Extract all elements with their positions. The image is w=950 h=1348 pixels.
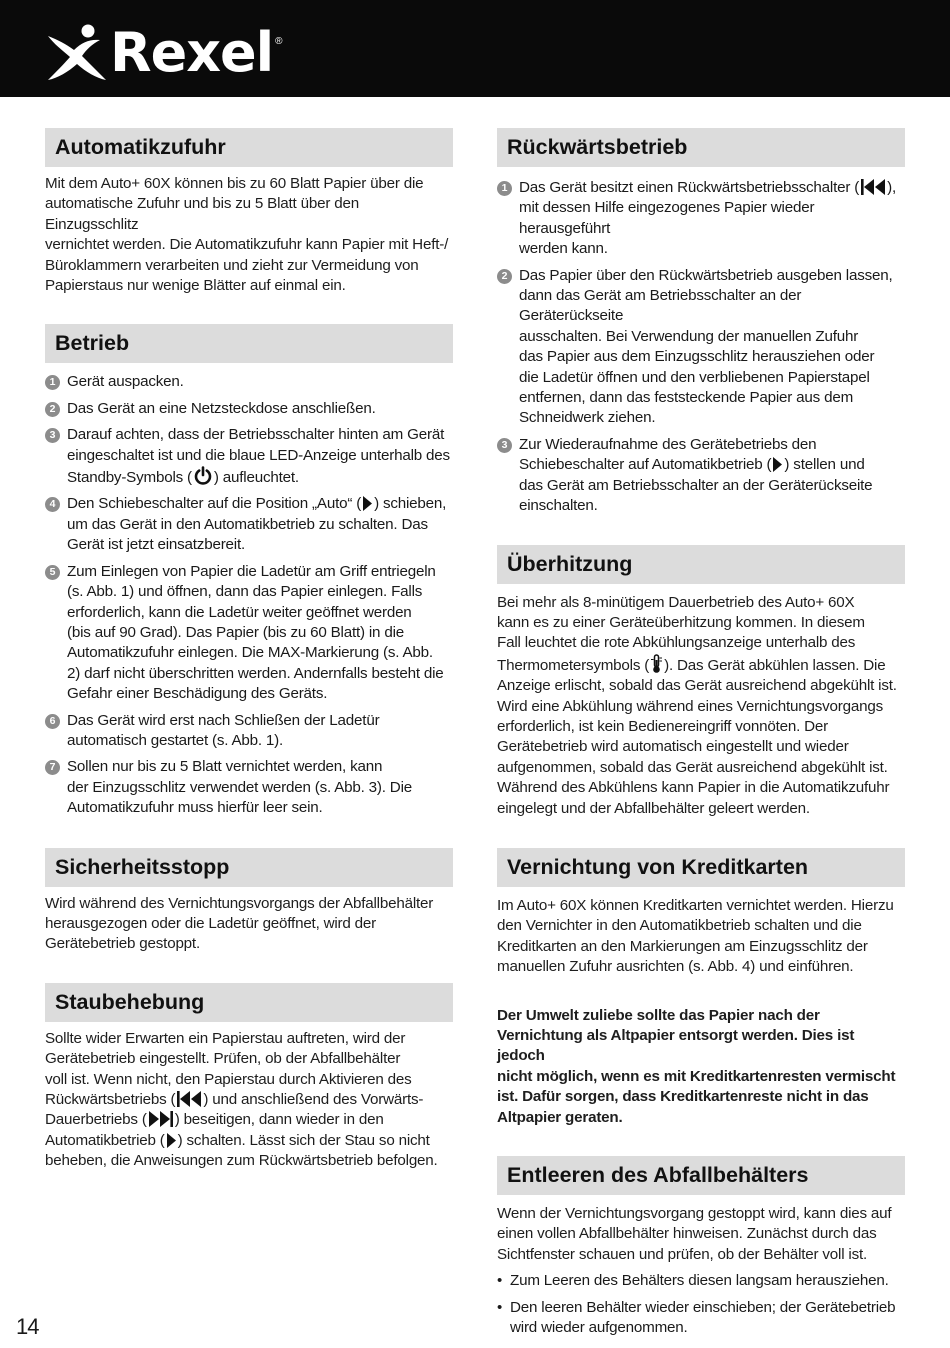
step-7: [45, 757, 453, 818]
section-staubehebung: [45, 983, 453, 1172]
paragraph-line: Mit dem Auto+ 60X können bis zu 60 Blatt Papier über die: [45, 175, 424, 192]
step-text: Das Gerät an eine Netzsteckdose anschließen.: [67, 399, 376, 417]
section-ueberhitzung: [497, 545, 905, 819]
step-3: [45, 425, 453, 488]
step-text: Sollen nur bis zu 5 Blatt vernichtet werden, kann: [67, 758, 383, 776]
paragraph-line: Papierstaus nur wenige Blätter auf einmal ein.: [45, 277, 346, 295]
play-icon: [772, 456, 783, 473]
text-fragment: Schiebeschalter auf Automatikbetrieb (: [519, 456, 772, 474]
paragraph-line: Büroklammern verarbeiten und zieht zur Vermeidung von: [45, 256, 419, 274]
play-icon: [362, 495, 373, 512]
section-heading: Entleeren des Abfallbehälters: [497, 1156, 905, 1195]
rexel-figure-icon: [44, 22, 110, 84]
bullet-text: wird wieder aufgenommen.: [510, 1319, 688, 1337]
left-column: [45, 128, 453, 1172]
section-automatikzufuhr: [45, 128, 453, 296]
paragraph-line: Im Auto+ 60X können Kreditkarten vernichtet werden. Hierzu: [497, 896, 894, 914]
paragraph-line: Fall leuchtet die rote Abkühlungsanzeige unterhalb des: [497, 634, 856, 652]
paragraph-line: manuellen Zufuhr ausrichten (s. Abb. 4) und einführen.: [497, 958, 854, 976]
registered-mark: ®: [275, 36, 283, 47]
play-icon: [166, 1132, 177, 1149]
step-number: 2: [497, 269, 512, 284]
rewind-icon: [860, 178, 886, 196]
text-fragment: ) und anschließend des Vorwärts-: [203, 1091, 424, 1108]
step-number: 6: [45, 714, 60, 729]
rexel-logo: [44, 22, 283, 84]
step-text: Automatikzufuhr einlegen. Die MAX-Markierung (s. Abb.: [67, 644, 433, 662]
step-text: Darauf achten, dass der Betriebsschalter hinten am Gerät: [67, 426, 445, 444]
text-fragment: ),: [887, 179, 896, 196]
brand-name: Rexel: [110, 21, 274, 84]
step-text-with-icon: [519, 455, 905, 475]
step-text: die Ladetür öffnen und den verbliebenen Papierstapel: [519, 368, 870, 386]
step-number: 1: [497, 181, 512, 196]
section-entleeren: [497, 1156, 905, 1338]
header-bar: [0, 0, 950, 97]
step-text-with-icon: [67, 466, 453, 488]
section-heading: Automatikzufuhr: [45, 128, 453, 167]
paragraph-line: Gerätebetrieb wird automatisch eingestellt und wieder: [497, 738, 849, 756]
text-fragment: Standby-Symbols (: [67, 469, 192, 487]
paragraph-line: Anzeige erlischt, sobald das Gerät ausreichend abgekühlt ist.: [497, 677, 897, 695]
step-text: das Papier aus dem Einzugsschlitz herausziehen oder: [519, 348, 875, 366]
step-number: 4: [45, 497, 60, 512]
paragraph-line: Bei mehr als 8-minütigem Dauerbetrieb des Auto+ 60X: [497, 593, 855, 611]
text-fragment: Rückwärtsbetriebs (: [45, 1091, 176, 1108]
text-fragment: Automatikbetrieb (: [45, 1131, 165, 1149]
step-text: Gerät auspacken.: [67, 373, 184, 391]
environment-note: [497, 1006, 905, 1128]
step-text: Gerät ist jetzt einsatzbereit.: [67, 536, 246, 554]
text-fragment: ). Das Gerät abkühlen lassen. Die: [664, 656, 886, 674]
paragraph-line-with-icon: [45, 1090, 453, 1110]
text-fragment: Thermometersymbols (: [497, 656, 650, 674]
paragraph-line: Sichtfenster schauen und prüfen, ob der Behälter voll ist.: [497, 1245, 868, 1263]
section-heading: Betrieb: [45, 324, 453, 363]
paragraph-line: Altpapier geraten.: [497, 1108, 623, 1126]
step-text: 2) darf nicht überschritten werden. Andernfalls besteht die: [67, 664, 444, 682]
paragraph-line: Gerätebetrieb eingestellt. Prüfen, ob der Abfallbehälter: [45, 1050, 401, 1068]
text-fragment: Das Gerät besitzt einen Rückwärtsbetriebsschalter (: [519, 179, 860, 196]
paragraph-line: Vernichtung als Altpapier entsorgt werden. Dies ist jedoch: [497, 1027, 855, 1065]
step-text: einschalten.: [519, 497, 598, 515]
step-1: [45, 372, 453, 392]
step-text: Zur Wiederaufnahme des Gerätebetriebs den: [519, 435, 817, 453]
bullet-text: Zum Leeren des Behälters diesen langsam herausziehen.: [510, 1272, 889, 1290]
text-fragment: ) schieben,: [374, 495, 447, 513]
step-text-with-icon: [67, 494, 453, 514]
step-number: 1: [45, 375, 60, 390]
step-text: Das Gerät wird erst nach Schließen der Ladetür: [67, 711, 380, 729]
step-number: 5: [45, 565, 60, 580]
section-heading: Vernichtung von Kreditkarten: [497, 848, 905, 887]
step-number: 2: [45, 402, 60, 417]
paragraph-line: eingelegt und der Abfallbehälter geleert werden.: [497, 799, 810, 817]
paragraph-line: Sollte wider Erwarten ein Papierstau auftreten, wird der: [45, 1029, 406, 1047]
step-1: [497, 178, 905, 260]
step-text: Gefahr einer Beschädigung des Geräts.: [67, 685, 328, 703]
section-heading: Staubehebung: [45, 983, 453, 1022]
paragraph-line: Während des Abkühlens kann Papier in die Automatikzufuhr: [497, 779, 890, 797]
page-number: 14: [16, 1314, 39, 1339]
paragraph-line: Kreditkarten an den Markierungen am Einzugsschlitz der: [497, 937, 868, 955]
fast-forward-icon: [148, 1110, 174, 1128]
step-text: eingeschaltet ist und die blaue LED-Anzeige unterhalb des: [67, 446, 450, 464]
step-text: automatisch gestartet (s. Abb. 1).: [67, 731, 284, 749]
paragraph-line: voll ist. Wenn nicht, den Papierstau durch Aktivieren des: [45, 1070, 412, 1088]
bullet-dot: •: [497, 1272, 503, 1290]
right-column: [497, 128, 905, 1338]
rewind-icon: [176, 1090, 202, 1108]
step-number: 3: [45, 428, 60, 443]
step-text: der Einzugsschlitz verwendet werden (s. Abb. 3). Die: [67, 778, 412, 796]
step-text: dann das Gerät am Betriebsschalter an der Geräterückseite: [519, 287, 802, 325]
text-fragment: ) beseitigen, dann wieder in den: [174, 1111, 384, 1129]
step-text: Automatikzufuhr muss hierfür leer sein.: [67, 799, 323, 817]
paragraph-line: Wird während des Vernichtungsvorgangs der Abfallbehälter: [45, 894, 434, 912]
paragraph-line: einen vollen Abfallbehälter hinweisen. Zunächst durch das: [497, 1225, 877, 1243]
paragraph-line: automatische Zufuhr und bis zu 5 Blatt über den Einzugsschlitz: [45, 195, 359, 233]
step-number: 3: [497, 438, 512, 453]
paragraph-line-with-icon: [45, 1131, 453, 1151]
paragraph-line: den Vernichter in den Automatikbetrieb schalten und die: [497, 917, 862, 935]
step-text: Das Papier über den Rückwärtsbetrieb ausgeben lassen,: [519, 266, 893, 284]
paragraph-line: vernichtet werden. Die Automatikzufuhr kann Papier mit Heft-/: [45, 236, 449, 254]
step-text: (s. Abb. 1) und öffnen, dann das Papier einlegen. Falls: [67, 583, 423, 601]
paragraph-line: Gerätebetrieb gestoppt.: [45, 935, 200, 953]
text-fragment: ) schalten. Lässt sich der Stau so nicht: [177, 1131, 430, 1149]
step-text: werden kann.: [519, 240, 608, 258]
paragraph-line: aufgenommen, sobald das Gerät ausreichend abgekühlt ist.: [497, 758, 888, 776]
text-fragment: ) aufleuchtet.: [213, 469, 299, 487]
step-2: [45, 399, 453, 419]
paragraph-line-with-icon: [45, 1110, 453, 1130]
paragraph-line: Der Umwelt zuliebe sollte das Papier nach der: [497, 1006, 820, 1024]
step-text: erforderlich, kann die Ladetür weiter geöffnet werden: [67, 603, 412, 621]
power-icon: [193, 466, 213, 486]
step-text: Schneidwerk ziehen.: [519, 409, 656, 427]
text-fragment: Dauerbetriebs (: [45, 1111, 147, 1129]
paragraph-line: erforderlich, ist kein Bedienereingriff vonnöten. Der: [497, 717, 829, 735]
paragraph-line-with-icon: [497, 654, 905, 676]
paragraph-line: beheben, die Anweisungen zum Rückwärtsbetrieb befolgen.: [45, 1152, 438, 1170]
step-text: ausschalten. Bei Verwendung der manuellen Zufuhr: [519, 327, 859, 345]
paragraph-line: Wenn der Vernichtungsvorgang gestoppt wird, kann dies auf: [497, 1205, 892, 1223]
section-heading: Rückwärtsbetrieb: [497, 128, 905, 167]
step-text: (bis auf 90 Grad). Das Papier (bis zu 60 Blatt) in die: [67, 623, 404, 641]
section-kreditkarten: [497, 848, 905, 978]
step-text-with-icon: [519, 178, 905, 198]
section-heading: Sicherheitsstopp: [45, 848, 453, 887]
paragraph-line: herausgezogen oder die Ladetür geöffnet, wird der: [45, 914, 377, 932]
paragraph-line: ist. Dafür sorgen, dass Kreditkartenreste nicht in das: [497, 1088, 869, 1106]
step-6: [45, 711, 453, 752]
step-text: das Gerät am Betriebsschalter an der Geräterückseite: [519, 476, 873, 494]
text-fragment: ) stellen und: [784, 456, 865, 474]
section-heading: Überhitzung: [497, 545, 905, 584]
step-text: um das Gerät in den Automatikbetrieb zu schalten. Das: [67, 515, 428, 533]
text-fragment: Den Schiebeschalter auf die Position „Auto“ (: [67, 495, 362, 513]
bullet-item: [497, 1298, 905, 1339]
thermometer-icon: [650, 654, 663, 674]
bullet-text: Den leeren Behälter wieder einschieben; der Gerätebetrieb: [510, 1298, 896, 1316]
step-2: [497, 266, 905, 429]
step-text: entfernen, dann das feststeckende Papier aus dem: [519, 389, 854, 407]
bullet-dot: •: [497, 1298, 503, 1316]
step-text: mit dessen Hilfe eingezogenes Papier wieder herausgeführt: [519, 199, 815, 237]
paragraph-line: Wird eine Abkühlung während eines Vernichtungsvorgangs: [497, 697, 884, 715]
paragraph-line: kann es zu einer Geräteüberhitzung kommen. In diesem: [497, 613, 865, 631]
step-text: Zum Einlegen von Papier die Ladetür am Griff entriegeln: [67, 562, 436, 580]
step-4: [45, 494, 453, 555]
paragraph-line: nicht möglich, wenn es mit Kreditkartenresten vermischt: [497, 1067, 896, 1085]
bullet-item: [497, 1271, 905, 1291]
step-3: [497, 435, 905, 517]
section-sicherheitsstopp: [45, 848, 453, 955]
step-number: 7: [45, 760, 60, 775]
section-betrieb: [45, 324, 453, 818]
section-rueckwaertsbetrieb: [497, 128, 905, 517]
step-5: [45, 562, 453, 705]
